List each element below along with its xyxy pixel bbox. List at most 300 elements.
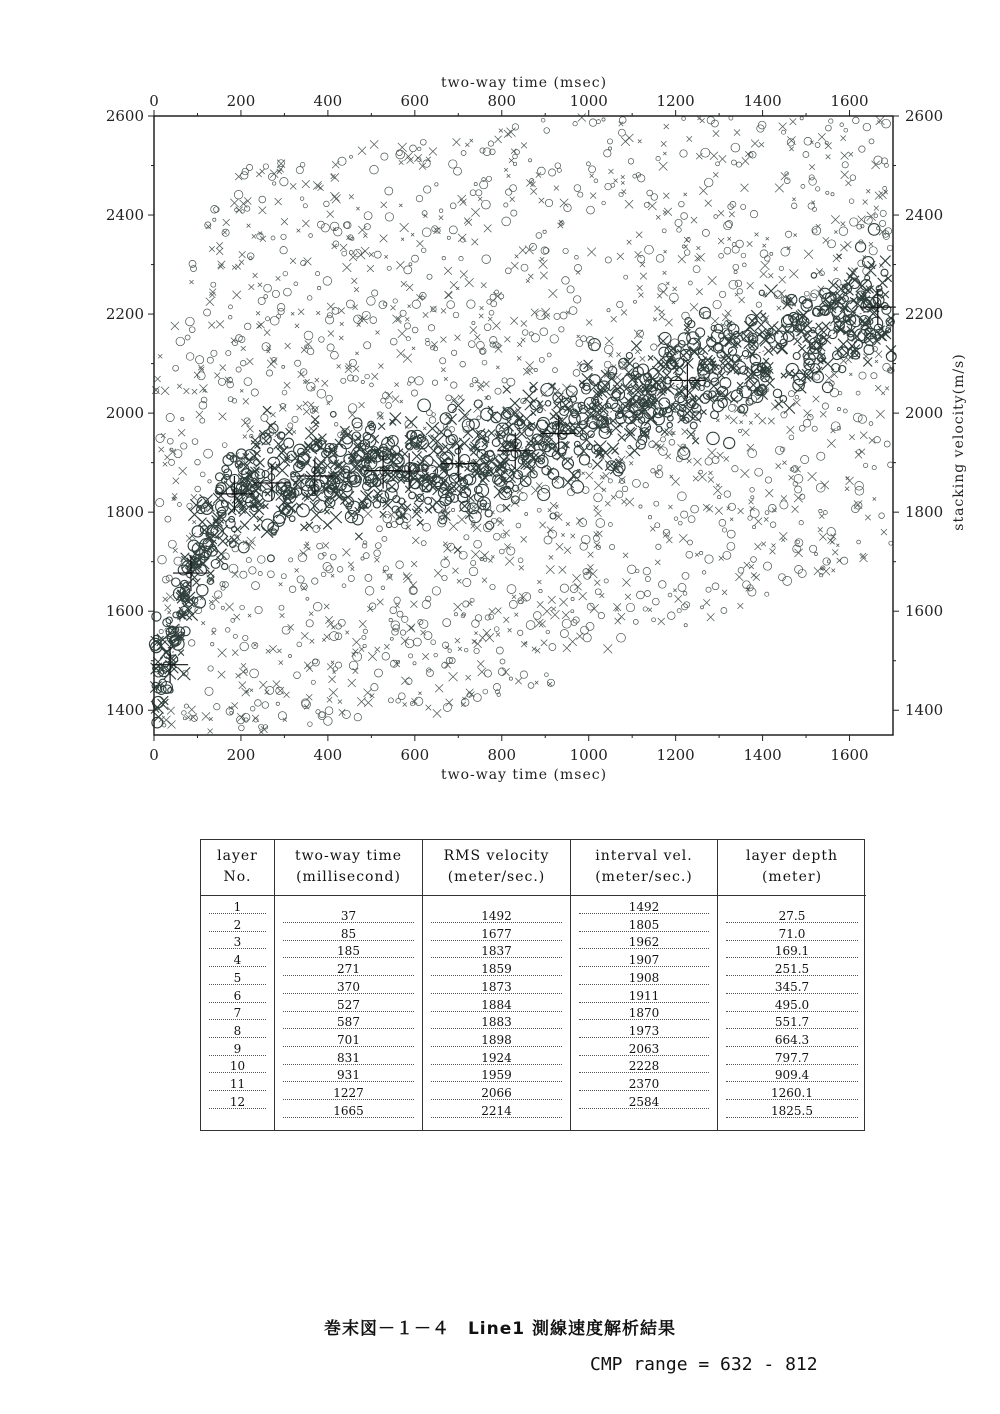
semblance-circle bbox=[264, 284, 272, 292]
semblance-circle bbox=[393, 299, 397, 303]
table-cell: 1825.5 bbox=[771, 1103, 813, 1118]
semblance-cross bbox=[511, 149, 516, 154]
semblance-cross bbox=[335, 439, 343, 447]
axis-ticks bbox=[106, 92, 943, 764]
semblance-cross bbox=[535, 681, 538, 685]
semblance-cross bbox=[342, 548, 350, 556]
semblance-circle bbox=[808, 414, 814, 420]
semblance-circle bbox=[516, 523, 521, 528]
semblance-cross bbox=[264, 329, 270, 335]
semblance-circle bbox=[594, 179, 598, 183]
semblance-circle bbox=[259, 196, 266, 203]
semblance-cross bbox=[678, 255, 686, 263]
semblance-cross bbox=[241, 346, 246, 351]
semblance-circle bbox=[521, 264, 528, 271]
semblance-cross bbox=[295, 324, 299, 328]
row-dotted-rule bbox=[209, 1090, 266, 1091]
semblance-circle bbox=[639, 505, 642, 508]
semblance-circle bbox=[688, 281, 692, 285]
semblance-cross bbox=[154, 712, 163, 721]
row-dotted-rule bbox=[431, 957, 562, 958]
semblance-circle bbox=[442, 642, 448, 648]
row-dotted-rule bbox=[726, 1011, 858, 1012]
semblance-circle bbox=[865, 216, 873, 224]
semblance-circle bbox=[345, 510, 357, 522]
semblance-cross bbox=[324, 604, 329, 609]
x-tick-label-top: 200 bbox=[226, 92, 256, 110]
semblance-circle bbox=[208, 480, 211, 483]
semblance-circle bbox=[262, 343, 270, 351]
semblance-circle bbox=[822, 403, 828, 409]
semblance-cross bbox=[279, 661, 283, 665]
semblance-circle bbox=[213, 218, 216, 221]
semblance-circle bbox=[440, 358, 446, 364]
semblance-circle bbox=[564, 204, 572, 212]
semblance-cross bbox=[384, 644, 389, 649]
semblance-cross bbox=[744, 562, 750, 568]
semblance-circle bbox=[529, 159, 532, 162]
semblance-circle bbox=[471, 560, 476, 565]
semblance-cross bbox=[594, 580, 600, 586]
semblance-circle bbox=[362, 635, 366, 639]
semblance-circle bbox=[604, 150, 611, 157]
semblance-circle bbox=[645, 245, 654, 254]
semblance-circle bbox=[702, 229, 709, 236]
semblance-circle bbox=[643, 483, 648, 488]
table-cell: 1677 bbox=[481, 926, 512, 941]
semblance-circle bbox=[548, 530, 556, 538]
semblance-cross bbox=[663, 532, 669, 538]
semblance-cross bbox=[849, 435, 854, 440]
semblance-circle bbox=[871, 373, 877, 379]
semblance-cross bbox=[514, 613, 518, 617]
semblance-circle bbox=[474, 183, 477, 186]
semblance-cross bbox=[499, 425, 504, 430]
semblance-cross bbox=[376, 331, 380, 335]
semblance-cross bbox=[755, 543, 762, 550]
semblance-cross bbox=[710, 152, 718, 160]
semblance-circle bbox=[858, 415, 866, 423]
semblance-cross bbox=[716, 484, 720, 488]
semblance-circle bbox=[372, 290, 378, 296]
semblance-cross bbox=[579, 592, 587, 600]
semblance-cross bbox=[846, 477, 854, 485]
semblance-cross bbox=[327, 402, 330, 405]
semblance-circle bbox=[869, 139, 874, 144]
semblance-cross bbox=[351, 567, 355, 571]
semblance-cross bbox=[381, 202, 387, 208]
semblance-circle bbox=[325, 707, 333, 715]
semblance-cross bbox=[244, 197, 251, 204]
table-cell: 701 bbox=[337, 1032, 360, 1047]
semblance-cross bbox=[212, 547, 217, 552]
semblance-cross bbox=[691, 217, 697, 223]
semblance-circle bbox=[188, 640, 195, 647]
table-cell: 1873 bbox=[481, 979, 512, 994]
semblance-circle bbox=[530, 179, 534, 183]
semblance-cross bbox=[755, 518, 763, 526]
semblance-cross bbox=[411, 233, 414, 236]
semblance-circle bbox=[243, 635, 248, 640]
semblance-circle bbox=[624, 275, 628, 279]
semblance-cross bbox=[504, 168, 508, 172]
semblance-circle bbox=[681, 213, 688, 220]
semblance-circle bbox=[490, 584, 495, 589]
semblance-cross bbox=[794, 234, 797, 237]
table-cell: 2584 bbox=[628, 1094, 660, 1109]
table-cell: 2370 bbox=[628, 1077, 660, 1091]
header-line-1: two-way time bbox=[294, 848, 403, 864]
semblance-cross bbox=[724, 456, 729, 461]
semblance-cross bbox=[307, 547, 310, 550]
semblance-cross bbox=[260, 236, 266, 242]
semblance-cross bbox=[369, 252, 374, 257]
semblance-cross bbox=[841, 152, 849, 160]
semblance-circle bbox=[389, 618, 392, 621]
semblance-circle bbox=[191, 266, 197, 272]
semblance-cross bbox=[347, 512, 355, 520]
semblance-cross bbox=[165, 605, 171, 611]
semblance-cross bbox=[656, 215, 660, 219]
row-dotted-rule bbox=[209, 1072, 266, 1073]
semblance-circle bbox=[229, 305, 233, 309]
x-tick-label-bottom: 1200 bbox=[656, 746, 695, 764]
semblance-cross bbox=[587, 248, 596, 257]
semblance-cross bbox=[549, 289, 558, 298]
semblance-cross bbox=[841, 136, 846, 141]
semblance-circle bbox=[789, 435, 794, 440]
semblance-circle bbox=[738, 567, 744, 573]
semblance-cross bbox=[650, 526, 655, 531]
semblance-cross bbox=[348, 411, 356, 419]
semblance-cross bbox=[303, 401, 308, 406]
semblance-circle bbox=[482, 200, 491, 209]
semblance-circle bbox=[605, 183, 612, 190]
semblance-circle bbox=[489, 310, 494, 315]
semblance-cross bbox=[881, 391, 885, 395]
semblance-cross bbox=[410, 601, 417, 608]
semblance-circle bbox=[509, 677, 512, 680]
semblance-circle bbox=[596, 545, 600, 549]
semblance-circle bbox=[452, 508, 455, 511]
semblance-cross bbox=[308, 402, 314, 408]
semblance-cross bbox=[833, 255, 840, 262]
semblance-circle bbox=[463, 578, 471, 586]
semblance-circle bbox=[431, 640, 436, 645]
row-dotted-rule bbox=[726, 1117, 858, 1118]
semblance-cross bbox=[254, 524, 260, 530]
semblance-circle bbox=[831, 193, 834, 196]
semblance-circle bbox=[844, 128, 848, 132]
semblance-circle bbox=[545, 673, 549, 677]
col-header-layer-no bbox=[201, 840, 274, 896]
semblance-cross bbox=[672, 478, 680, 486]
semblance-circle bbox=[510, 185, 517, 192]
semblance-cross bbox=[690, 303, 698, 311]
semblance-cross bbox=[872, 161, 880, 169]
table-cell: 11 bbox=[229, 1077, 246, 1091]
table-cell: 587 bbox=[337, 1015, 360, 1030]
table-cell: 8 bbox=[233, 1023, 242, 1038]
semblance-cross bbox=[755, 233, 759, 237]
semblance-circle bbox=[765, 511, 769, 515]
semblance-cross bbox=[828, 537, 834, 543]
row-dotted-rule bbox=[726, 975, 858, 976]
semblance-circle bbox=[540, 328, 548, 336]
semblance-circle bbox=[547, 353, 551, 357]
semblance-circle bbox=[555, 163, 561, 169]
semblance-circle bbox=[443, 619, 451, 627]
semblance-cross bbox=[495, 608, 501, 614]
y-tick-label-right: 1400 bbox=[905, 701, 944, 720]
semblance-circle bbox=[320, 468, 326, 474]
semblance-circle bbox=[412, 255, 419, 262]
semblance-circle bbox=[645, 591, 651, 597]
semblance-cross bbox=[841, 171, 849, 179]
semblance-cross bbox=[273, 681, 280, 688]
table-cell: 185 bbox=[337, 944, 360, 959]
semblance-cross bbox=[240, 521, 249, 530]
semblance-cross bbox=[863, 354, 868, 359]
semblance-circle bbox=[731, 160, 736, 165]
semblance-cross bbox=[657, 294, 662, 299]
semblance-cross bbox=[239, 251, 246, 258]
semblance-cross bbox=[611, 495, 616, 500]
semblance-circle bbox=[874, 437, 880, 443]
semblance-cross bbox=[779, 276, 786, 283]
semblance-cross bbox=[779, 123, 787, 131]
semblance-cross bbox=[703, 599, 710, 606]
semblance-cross bbox=[595, 510, 602, 517]
semblance-cross bbox=[359, 402, 365, 408]
semblance-cross bbox=[378, 423, 385, 430]
table-cell: 2063 bbox=[628, 1041, 660, 1056]
semblance-circle bbox=[375, 543, 381, 549]
semblance-cross bbox=[696, 153, 702, 159]
semblance-circle bbox=[788, 391, 794, 397]
semblance-circle bbox=[605, 257, 611, 263]
table-cell: 1898 bbox=[481, 1032, 512, 1047]
semblance-circle bbox=[748, 588, 756, 596]
semblance-cross bbox=[470, 326, 477, 333]
semblance-circle bbox=[808, 203, 814, 209]
semblance-circle bbox=[225, 628, 230, 633]
semblance-circle bbox=[560, 630, 568, 638]
semblance-cross bbox=[287, 504, 296, 513]
semblance-cross bbox=[753, 574, 760, 581]
semblance-circle bbox=[420, 292, 427, 299]
semblance-cross bbox=[713, 486, 722, 495]
semblance-cross bbox=[703, 504, 710, 511]
row-dotted-rule bbox=[209, 1108, 266, 1109]
semblance-circle bbox=[294, 672, 301, 679]
semblance-circle bbox=[678, 521, 682, 525]
semblance-cross bbox=[544, 313, 550, 319]
semblance-circle bbox=[724, 247, 731, 254]
semblance-cross bbox=[832, 549, 838, 555]
semblance-cross bbox=[452, 568, 458, 574]
semblance-circle bbox=[515, 150, 520, 155]
semblance-circle bbox=[509, 600, 517, 608]
semblance-cross bbox=[816, 323, 822, 329]
table-cell: 12 bbox=[229, 1094, 246, 1109]
semblance-circle bbox=[699, 470, 703, 474]
semblance-circle bbox=[728, 404, 735, 411]
semblance-circle bbox=[400, 630, 405, 635]
semblance-circle bbox=[221, 606, 224, 609]
semblance-cross bbox=[792, 506, 799, 513]
semblance-cross bbox=[177, 384, 182, 389]
semblance-circle bbox=[258, 297, 265, 304]
y-tick-label-left: 2000 bbox=[105, 404, 144, 423]
semblance-cross bbox=[163, 462, 168, 466]
semblance-cross bbox=[266, 649, 271, 654]
semblance-circle bbox=[349, 661, 358, 670]
semblance-cross bbox=[192, 389, 197, 394]
semblance-cross bbox=[349, 194, 354, 199]
semblance-circle bbox=[454, 613, 457, 616]
semblance-circle bbox=[739, 429, 742, 432]
semblance-circle bbox=[331, 412, 337, 418]
semblance-cross bbox=[590, 174, 594, 178]
table-cell: 27.5 bbox=[778, 909, 806, 923]
semblance-circle bbox=[374, 550, 381, 557]
semblance-circle bbox=[464, 648, 468, 652]
semblance-circle bbox=[812, 207, 816, 211]
semblance-cross bbox=[725, 415, 730, 420]
table-cell: 1911 bbox=[628, 988, 660, 1003]
semblance-circle bbox=[643, 568, 650, 575]
semblance-cross bbox=[399, 204, 402, 207]
semblance-cross bbox=[315, 378, 319, 382]
semblance-circle bbox=[554, 313, 560, 319]
semblance-cross bbox=[329, 688, 338, 697]
table-cell: 1492 bbox=[481, 909, 512, 923]
semblance-circle bbox=[370, 383, 374, 387]
semblance-circle bbox=[883, 363, 891, 371]
table-cell: 1883 bbox=[481, 1015, 512, 1030]
row-dotted-rule bbox=[431, 1081, 562, 1082]
semblance-circle bbox=[751, 557, 757, 563]
semblance-circle bbox=[588, 431, 595, 438]
semblance-circle bbox=[397, 611, 403, 617]
semblance-circle bbox=[730, 201, 736, 207]
semblance-circle bbox=[182, 711, 187, 716]
semblance-circle bbox=[518, 558, 523, 563]
semblance-cross bbox=[242, 688, 250, 696]
semblance-circle bbox=[705, 458, 712, 465]
semblance-cross bbox=[634, 330, 643, 339]
col-rms-velocity bbox=[422, 840, 570, 1130]
semblance-cross bbox=[860, 432, 867, 439]
semblance-cross bbox=[787, 426, 795, 434]
semblance-circle bbox=[289, 655, 292, 658]
semblance-cross bbox=[747, 444, 754, 451]
semblance-circle bbox=[429, 417, 436, 424]
semblance-circle bbox=[187, 503, 192, 508]
semblance-circle bbox=[323, 277, 332, 286]
semblance-circle bbox=[863, 267, 871, 275]
semblance-cross bbox=[372, 373, 379, 380]
semblance-circle bbox=[434, 501, 446, 513]
semblance-cross bbox=[612, 448, 619, 455]
semblance-cross bbox=[363, 234, 367, 238]
semblance-circle bbox=[632, 479, 640, 487]
header-line-1: layer depth bbox=[745, 848, 838, 864]
col-header-interval-vel bbox=[571, 840, 717, 896]
table-cell: 1924 bbox=[481, 1050, 512, 1065]
header-line-2: (meter/sec.) bbox=[595, 869, 693, 885]
semblance-cross bbox=[390, 413, 401, 424]
semblance-cross bbox=[214, 373, 220, 379]
semblance-cross bbox=[775, 184, 784, 193]
semblance-circle bbox=[724, 222, 732, 230]
semblance-cross bbox=[275, 198, 282, 205]
semblance-circle bbox=[258, 571, 262, 575]
semblance-cross bbox=[624, 428, 636, 440]
semblance-circle bbox=[165, 516, 171, 522]
semblance-circle bbox=[670, 293, 679, 302]
semblance-cross bbox=[875, 385, 881, 391]
table-cell: 370 bbox=[337, 979, 360, 994]
semblance-cross bbox=[548, 596, 556, 604]
semblance-cross bbox=[709, 471, 713, 475]
semblance-cross bbox=[539, 522, 545, 528]
semblance-circle bbox=[200, 472, 205, 477]
semblance-circle bbox=[278, 712, 286, 720]
semblance-cross bbox=[823, 237, 829, 243]
semblance-cross bbox=[779, 532, 787, 540]
semblance-circle bbox=[602, 201, 606, 205]
semblance-cross bbox=[512, 595, 516, 599]
semblance-cross bbox=[503, 617, 509, 623]
row-dotted-rule bbox=[579, 1108, 709, 1109]
semblance-circle bbox=[498, 668, 506, 676]
semblance-circle bbox=[817, 452, 825, 460]
table-cell: 931 bbox=[337, 1068, 360, 1083]
semblance-cross bbox=[460, 271, 468, 279]
semblance-cross bbox=[773, 325, 783, 335]
semblance-cross bbox=[332, 195, 341, 204]
semblance-circle bbox=[212, 628, 216, 632]
semblance-circle bbox=[610, 544, 615, 549]
semblance-cross bbox=[586, 320, 592, 326]
semblance-cross bbox=[408, 305, 411, 308]
semblance-cross bbox=[740, 421, 743, 424]
col-header-layer-depth bbox=[718, 840, 866, 896]
semblance-cross bbox=[663, 271, 667, 275]
semblance-circle bbox=[381, 586, 385, 590]
semblance-circle bbox=[799, 521, 803, 525]
semblance-circle bbox=[325, 316, 333, 324]
semblance-circle bbox=[460, 455, 470, 465]
semblance-cross bbox=[760, 270, 768, 278]
semblance-circle bbox=[562, 619, 571, 628]
row-dotted-rule bbox=[579, 966, 709, 967]
semblance-circle bbox=[336, 662, 342, 668]
semblance-circle bbox=[712, 457, 719, 464]
semblance-cross bbox=[190, 713, 198, 721]
semblance-cross bbox=[474, 632, 477, 635]
semblance-cross bbox=[446, 699, 453, 706]
semblance-cross bbox=[417, 519, 424, 526]
semblance-cross bbox=[410, 581, 417, 588]
semblance-circle bbox=[377, 526, 383, 532]
semblance-circle bbox=[722, 528, 726, 532]
semblance-circle bbox=[222, 563, 228, 569]
semblance-circle bbox=[263, 164, 268, 169]
cmp-range-label: CMP range = 632 - 812 bbox=[590, 1354, 818, 1375]
